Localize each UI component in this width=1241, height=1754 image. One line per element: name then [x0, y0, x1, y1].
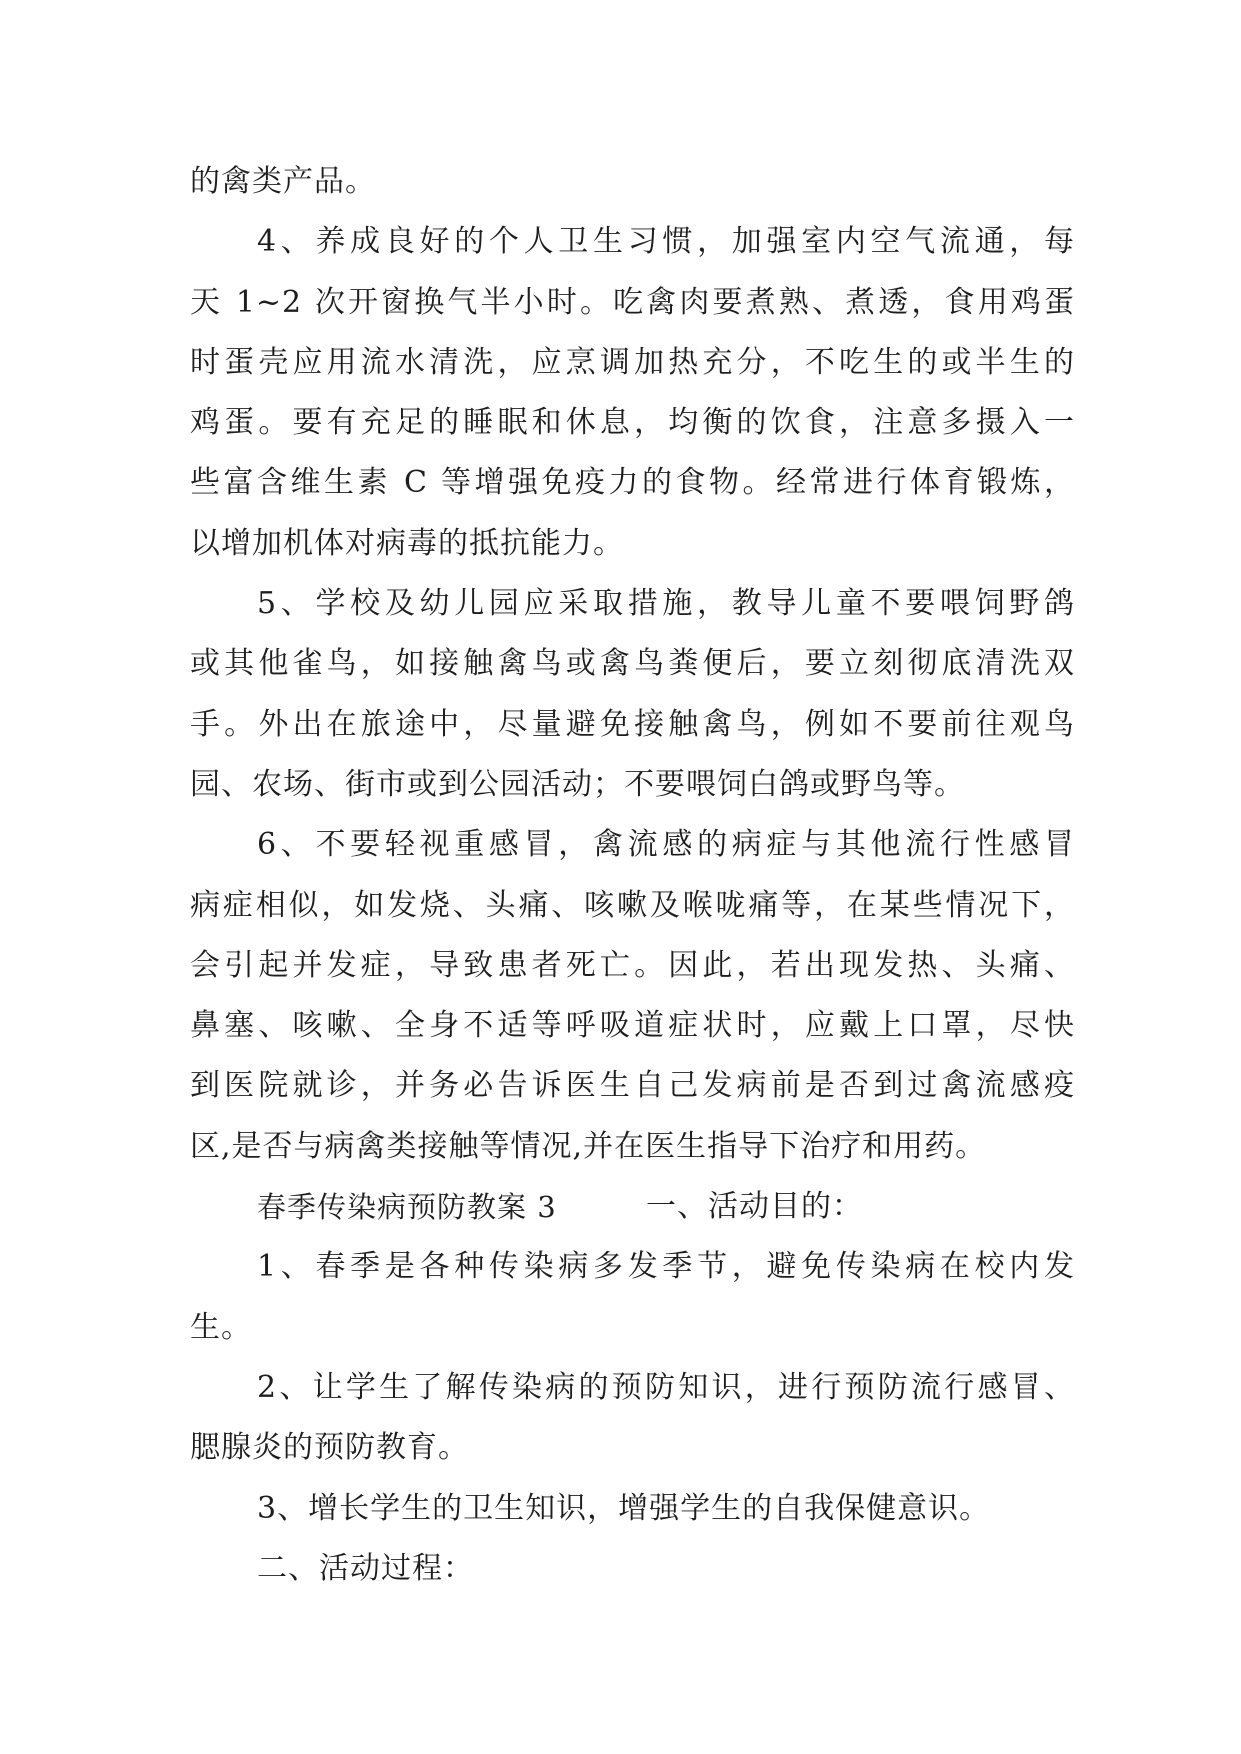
goal-item — [190, 1358, 1075, 1479]
lesson-title: 春季传染病预防教案 3 — [257, 1190, 557, 1225]
text-line: 的禽类产品。 — [190, 164, 376, 199]
text-line: 天 1~2 次开窗换气半小时。吃禽肉要煮熟、煮透，食用鸡蛋 — [190, 284, 1075, 320]
text-line: 或其他雀鸟，如接触禽鸟或禽鸟粪便后，要立刻彻底清洗双 — [190, 646, 1075, 682]
text-line: 1、春季是各种传染病多发季节，避免传染病在校内发 — [257, 1249, 1075, 1285]
document-page — [190, 152, 1075, 1599]
text-line: 些富含维生素 C 等增强免疫力的食物。经常进行体育锻炼， — [190, 465, 1075, 501]
lesson-heading-line — [190, 1177, 1075, 1237]
goal-item — [190, 1479, 1075, 1539]
paragraph — [190, 574, 1075, 815]
text-line: 以增加机体对病毒的抵抗能力。 — [190, 525, 624, 561]
text-line: 到医院就诊，并务必告诉医生自己发病前是否到过禽流感疫 — [190, 1068, 1075, 1104]
text-line: 时蛋壳应用流水清洗，应烹调加热充分，不吃生的或半生的 — [190, 344, 1075, 380]
lesson-plan-section — [190, 1177, 1075, 1599]
text-line: 4、养成良好的个人卫生习惯，加强室内空气流通，每 — [257, 224, 1075, 260]
section-heading: 一、活动目的： — [646, 1189, 863, 1225]
text-line: 6、不要轻视重感冒，禽流感的病症与其他流行性感冒 — [257, 827, 1075, 863]
text-line: 3、增长学生的卫生知识，增强学生的自我保健意识。 — [257, 1490, 991, 1526]
text-line: 病症相似，如发烧、头痛、咳嗽及喉咙痛等，在某些情况下， — [190, 887, 1075, 923]
text-line: 区,是否与病禽类接触等情况,并在医生指导下治疗和用药。 — [190, 1128, 987, 1164]
paragraph — [190, 212, 1075, 574]
text-line: 生。 — [190, 1309, 252, 1345]
goal-item — [190, 1237, 1075, 1358]
text-line: 鸡蛋。要有充足的睡眠和休息，均衡的饮食，注意多摄入一 — [190, 405, 1075, 441]
text-line: 腮腺炎的预防教育。 — [190, 1430, 469, 1466]
text-line: 手。外出在旅途中，尽量避免接触禽鸟，例如不要前往观鸟 — [190, 706, 1075, 742]
text-line: 会引起并发症，导致患者死亡。因此，若出现发热、头痛、 — [190, 947, 1075, 983]
text-line: 鼻塞、咳嗽、全身不适等呼吸道症状时，应戴上口罩，尽快 — [190, 1008, 1075, 1044]
paragraph — [190, 815, 1075, 1177]
text-line: 2、让学生了解传染病的预防知识，进行预防流行感冒、 — [257, 1369, 1075, 1405]
section-heading: 二、活动过程： — [257, 1550, 474, 1586]
text-line: 园、农场、街市或到公园活动；不要喂饲白鸽或野鸟等。 — [190, 766, 965, 802]
text-line: 5、学校及幼儿园应采取措施，教导儿童不要喂饲野鸽 — [257, 586, 1075, 622]
paragraph — [190, 152, 1075, 212]
